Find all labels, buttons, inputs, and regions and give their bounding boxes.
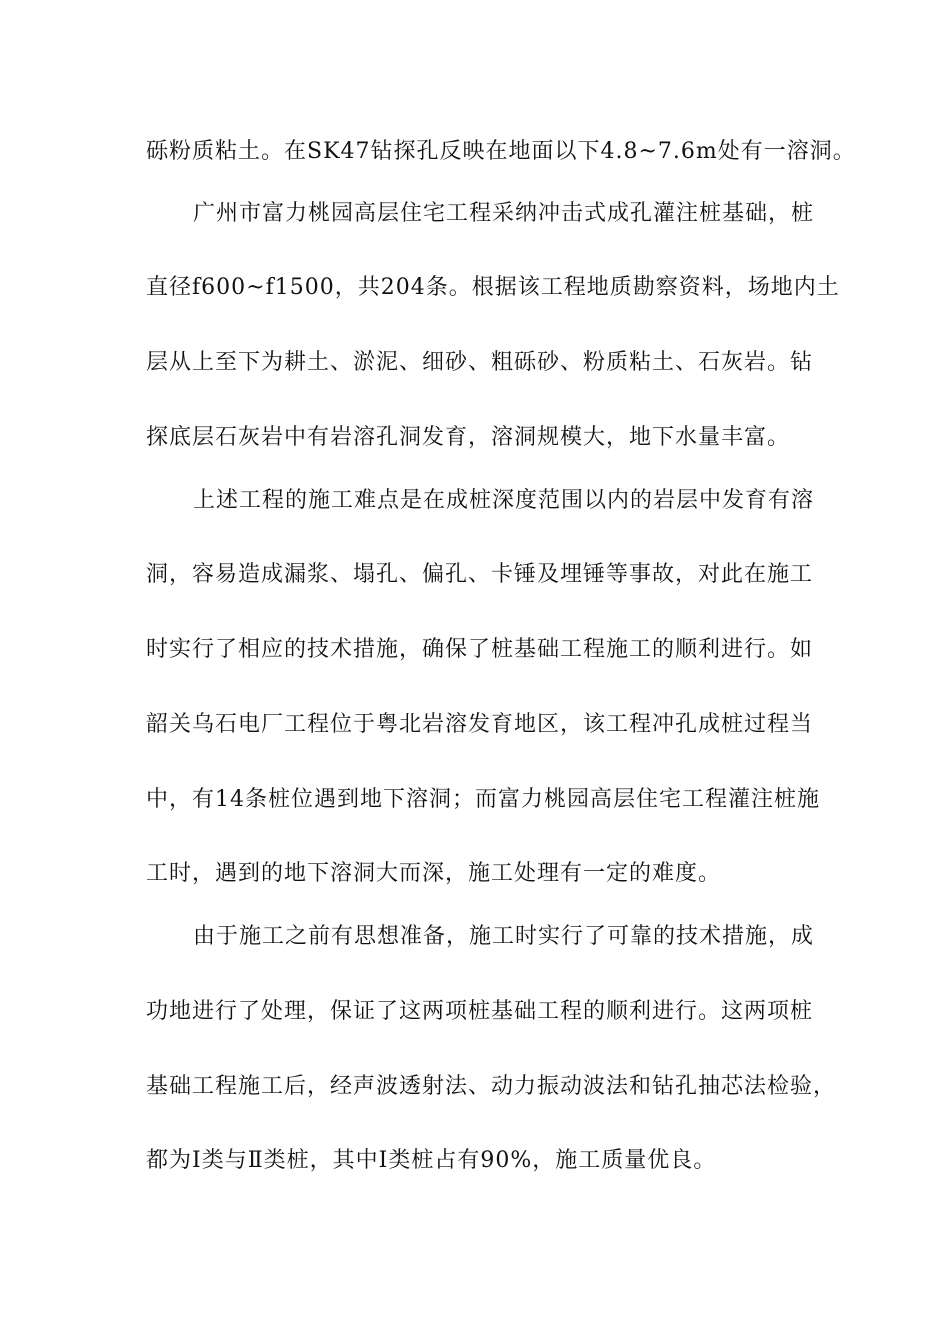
text-line: 都为Ⅰ类与Ⅱ类桩，其中Ⅰ类桩占有90%，施工质量优良。 (146, 1148, 717, 1173)
text-line: 广州市富力桃园高层住宅工程采纳冲击式成孔灌注桩基础，桩 (193, 201, 815, 226)
text-line: 功地进行了处理，保证了这两项桩基础工程的顺利进行。这两项桩 (146, 999, 814, 1024)
text-line: 工时，遇到的地下溶洞大而深，施工处理有一定的难度。 (146, 861, 722, 886)
text-line: 上述工程的施工难点是在成桩深度范围以内的岩层中发育有溶 (193, 488, 815, 513)
text-line: 时实行了相应的技术措施，确保了桩基础工程施工的顺利进行。如 (146, 637, 814, 662)
text-line: 韶关乌石电厂工程位于粤北岩溶发育地区，该工程冲孔成桩过程当 (146, 712, 814, 737)
text-line: 由于施工之前有思想准备，施工时实行了可靠的技术措施，成 (193, 924, 815, 949)
text-line: 洞，容易造成漏浆、塌孔、偏孔、卡锤及埋锤等事故，对此在施工 (146, 562, 814, 587)
text-line: 砾粉质粘土。在SK47钻探孔反映在地面以下4.8~7.6m处有一溶洞。 (146, 139, 856, 164)
text-line: 直径f600~f1500，共204条。根据该工程地质勘察资料，场地内土 (146, 275, 840, 300)
text-line: 中，有14条桩位遇到地下溶洞；而富力桃园高层住宅工程灌注桩施 (146, 787, 820, 812)
text-line: 基础工程施工后，经声波透射法、动力振动波法和钻孔抽芯法检验， (146, 1074, 837, 1099)
text-line: 层从上至下为耕土、淤泥、细砂、粗砾砂、粉质粘土、石灰岩。钻 (146, 350, 814, 375)
text-line: 探底层石灰岩中有岩溶孔洞发育，溶洞规模大，地下水量丰富。 (146, 425, 791, 450)
